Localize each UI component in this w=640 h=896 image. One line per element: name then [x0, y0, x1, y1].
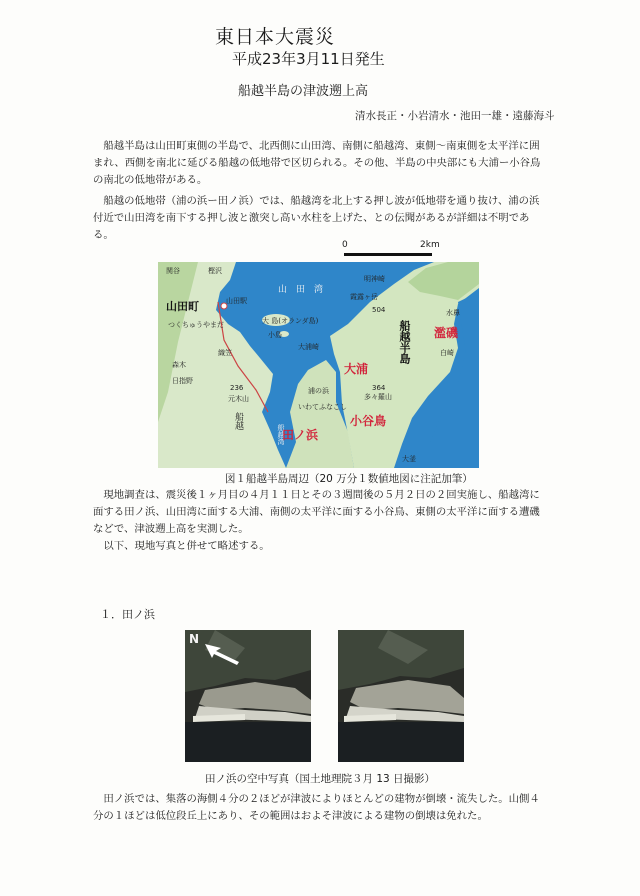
event-date: 平成23年3月11日発生: [232, 50, 385, 68]
map-label-kanbara: 関谷: [166, 267, 180, 275]
document-title: 東日本大震災: [215, 26, 336, 48]
north-label: N: [189, 632, 200, 646]
map-label-yamada-station: 山田駅: [226, 297, 247, 305]
paragraph-5: 田ノ浜では、集落の海側４分の２ほどが津波によりほとんどの建物が倒壊・流失した。山側４分の１ほどは低位段丘上にあり、その範囲はおよそ津波による建物の倒壊は免れた。: [93, 793, 540, 822]
map-label-orikasa: 織笠: [218, 349, 232, 357]
paragraph-4: 以下、現地写真と併せて略述する。: [103, 540, 270, 552]
paragraph-1: 船越半島は山田町東側の半島で、北西側に山田湾、南側に船越湾、東側〜南東側を太平洋に囲まれ、西側を南北に延びる船越の低地帯で区切られる。その他、半島の中央部にも大浦ー小谷鳥の南北の低地帯がある。: [93, 140, 541, 186]
map-label-taku: 多々羅山: [364, 393, 392, 401]
map-label-shirasaki: 白崎: [440, 349, 454, 357]
map-label-mizuhana: 水鼻: [446, 309, 460, 317]
paragraph-2: 船越の低地帯（浦の浜ー田ノ浜）では、船越湾を北上する押し波が低地帯を通り抜け、浦の浜付近で山田湾を南下する押し波と激突し高い水柱を上げた、との伝聞があるが詳細は不明である。: [93, 195, 540, 241]
map-label-h364: 364: [372, 384, 386, 392]
map-label-oura: 大浦: [344, 362, 369, 376]
map-label-h504: 504: [372, 306, 386, 314]
map-label-tsukushi: つくちゅうやまだ: [168, 321, 224, 329]
map-label-hiyasake: 日指野: [172, 377, 193, 385]
scale-bar: [338, 238, 468, 260]
article-heading: 船越半島の津波遡上高: [238, 84, 369, 99]
figure-2-caption: 田ノ浜の空中写真（国土地理院３月 13 日撮影）: [205, 773, 436, 785]
map-label-oura-zaki: 大浦崎: [298, 343, 319, 351]
map-label-funakoshi: 船越: [233, 412, 243, 430]
map-label-yamada-town: 山田町: [166, 300, 199, 313]
map-label-oshima: 大 島(オランダ島): [262, 317, 319, 325]
map-label-iwate: いわてふなこし: [298, 403, 347, 411]
map-label-kojima: 小島: [268, 331, 282, 339]
section-title: １．田ノ浜: [100, 608, 155, 621]
map-label-aiso: 濫磯: [434, 326, 459, 340]
map-label-tanohama: 田ノ浜: [282, 428, 319, 442]
map-label-yamada-bay: 山 田 湾: [278, 285, 324, 295]
map-label-urahama: 浦の浜: [308, 387, 329, 395]
aerial-photo-left: [185, 630, 311, 762]
map-label-morimoto: 森木: [172, 361, 186, 369]
map-label-funakoshi-peninsula: 船越半島: [398, 320, 411, 364]
map-label-h236: 236: [230, 384, 244, 392]
map-label-kashiwazawa: 樫沢: [208, 267, 222, 275]
scale-zero-label: 0: [342, 240, 348, 250]
authors: 清水長正・小岩清水・池田一雄・遠藤海斗: [355, 110, 555, 122]
aerial-photo-right: [338, 630, 464, 762]
map-label-ofuna: 大釜: [402, 455, 416, 463]
north-arrow-icon: [201, 640, 243, 666]
scale-end-label: 2km: [420, 240, 440, 250]
paragraph-3: 現地調査は、震災後１ヶ月目の４月１１日とその３週間後の５月２日の２回実施し、船越湾に面する田ノ浜、山田湾に面する大浦、南側の太平洋に面する小谷鳥、東側の太平洋に面する遭磯などで、津波遡上高を実測した。: [93, 489, 540, 535]
map-label-moto: 元木山: [228, 395, 249, 403]
figure-1-caption: 図１船越半島周辺（20 万分１数値地図に注記加筆）: [225, 473, 473, 485]
map-label-koyadori: 小谷鳥: [350, 414, 387, 428]
peninsula-map: [158, 262, 479, 468]
aerial-photo-right-graphic: [338, 630, 464, 762]
map-label-funakoshi-bay: 船越湾: [277, 424, 285, 445]
map-label-meisaki: 明神崎: [364, 275, 385, 283]
map-label-kirikiri: 霞露ヶ岳: [350, 293, 378, 301]
